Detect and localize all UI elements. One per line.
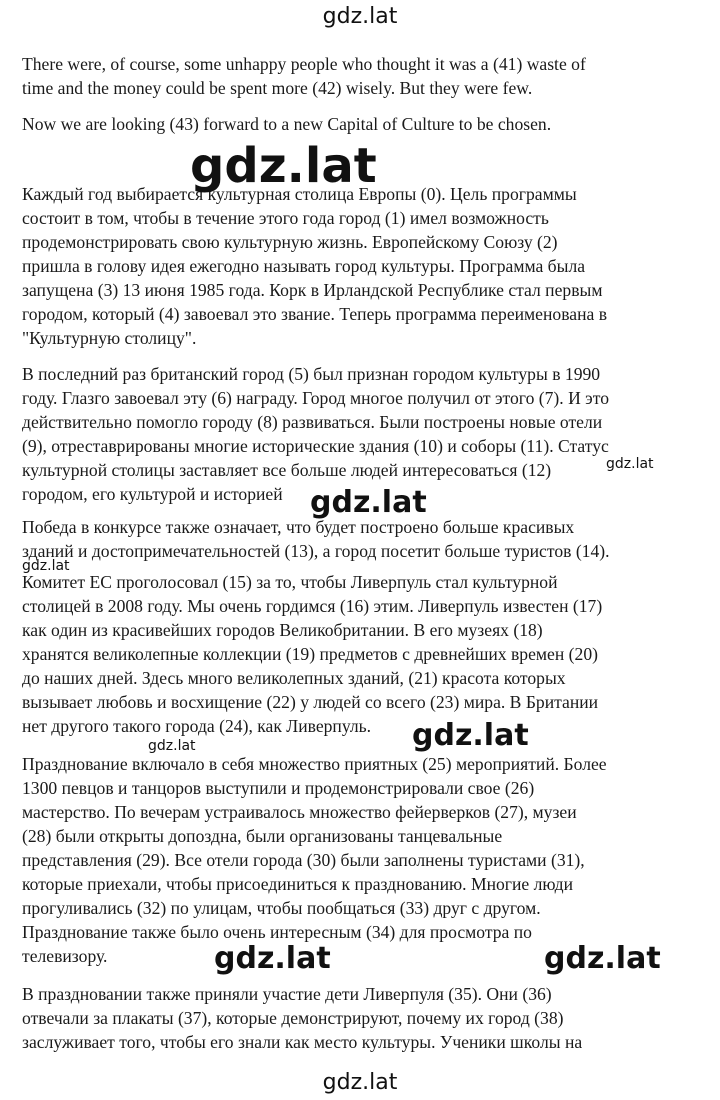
text-line: как один из красивейших городов Великобритании. В его музеях (18) [22,620,543,640]
text-line: Каждый год выбирается культурная столица Европы (0). Цель программы [22,184,577,204]
text-line: (28) были открыты допоздна, были организованы танцевальные [22,826,503,846]
text-line: В праздновании также приняли участие дети Ливерпуля (35). Они (36) [22,984,552,1004]
text-line: Комитет ЕС проголосовал (15) за то, чтобы Ливерпуль стал культурной [22,572,558,592]
watermark-large: gdz.lat [190,138,377,194]
watermark-medium: gdz.lat [412,718,529,753]
text-line: time and the money could be spent more (42) wisely. But they were few. [22,78,533,98]
text-line: "Культурную столицу". [22,328,197,348]
text-line: запущена (3) 13 июня 1985 года. Корк в Ирландской Республике стал первым [22,280,603,300]
paragraph-russian-6 [22,982,582,1054]
text-line: (9), отреставрированы многие исторические здания (10) и соборы (11). Статус [22,436,609,456]
text-line: В последний раз британский город (5) был признан городом культуры в 1990 [22,364,601,384]
text-line: заслуживает того, чтобы его знали как место культуры. Ученики школы на [22,1032,583,1052]
watermark-medium: gdz.lat [310,485,427,520]
text-line: году. Глазго завоевал эту (6) награду. Город многое получил от этого (7). И это [22,388,609,408]
text-line: которые приехали, чтобы присоединиться к празднованию. Многие люди [22,874,574,894]
paragraph-english-2 [22,112,551,136]
text-line: пришла в голову идея ежегодно называть город культуры. Программа была [22,256,586,276]
watermark-small: gdz.lat [148,738,196,754]
text-line: зданий и достопримечательностей (13), а город посетит больше туристов (14). [22,541,610,561]
text-line: 1300 певцов и танцоров выступили и продемонстрировали свое (26) [22,778,535,798]
paragraph-english-1 [22,52,586,100]
paragraph-russian-3 [22,515,610,563]
text-line: хранятся великолепные коллекции (19) предметов с древнейших времен (20) [22,644,598,664]
watermark-medium: gdz.lat [214,941,331,976]
text-line: культурной столицы заставляет все больше людей интересоваться (12) [22,460,552,480]
text-line: Празднование включало в себя множество приятных (25) мероприятий. Более [22,754,607,774]
text-line: прогуливались (32) по улицам, чтобы пообщаться (33) друг с другом. [22,898,541,918]
text-line: мастерство. По вечерам устраивалось множество фейерверков (27), музеи [22,802,577,822]
text-line: Now we are looking (43) forward to a new Capital of Culture to be chosen. [22,114,552,134]
text-line: There were, of course, some unhappy people who thought it was a (41) waste of [22,54,586,74]
text-line: нет другого такого города (24), как Ливерпуль. [22,716,372,736]
watermark-small: gdz.lat [22,558,70,574]
paragraph-russian-5 [22,752,607,968]
text-line: Победа в конкурсе также означает, что будет построено больше красивых [22,517,575,537]
text-line: столицей в 2008 году. Мы очень гордимся (16) этим. Ливерпуль известен (17) [22,596,603,616]
text-line: городом, его культурой и историей [22,484,283,504]
watermark-top: gdz.lat [322,4,398,29]
text-line: городом, который (4) завоевал это звание. Теперь программа переименована в [22,304,608,324]
text-line: вызывает любовь и восхищение (22) у людей со всего (23) мира. В Британии [22,692,599,712]
text-line: действительно помогло городу (8) развиваться. Были построены новые отели [22,412,603,432]
watermark-medium: gdz.lat [544,941,661,976]
text-line: продемонстрировать свою культурную жизнь. Европейскому Союзу (2) [22,232,558,252]
paragraph-russian-4 [22,570,602,738]
watermark-bottom: gdz.lat [322,1070,398,1095]
text-line: представления (29). Все отели города (30) были заполнены туристами (31), [22,850,585,870]
watermark-small: gdz.lat [606,456,654,472]
text-line: состоит в том, чтобы в течение этого года город (1) имел возможность [22,208,549,228]
text-line: телевизору. [22,946,108,966]
text-line: отвечали за плакаты (37), которые демонстрируют, почему их город (38) [22,1008,564,1028]
paragraph-russian-1 [22,182,607,350]
text-line: до наших дней. Здесь много великолепных зданий, (21) красота которых [22,668,566,688]
text-line: Празднование также было очень интересным (34) для просмотра по [22,922,532,942]
